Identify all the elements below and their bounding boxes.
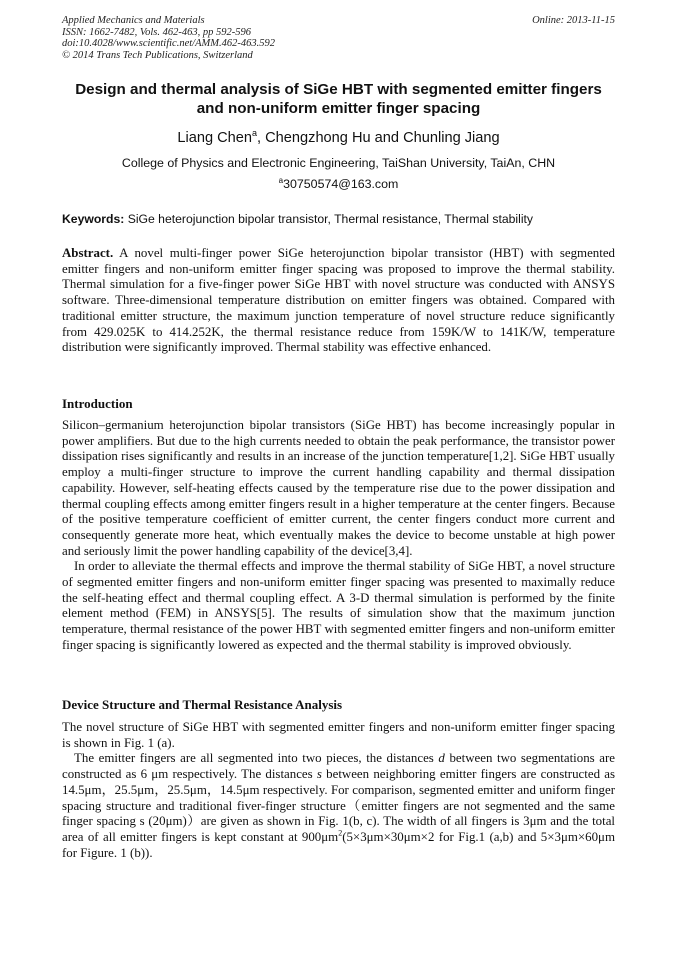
journal-header xyxy=(62,15,615,61)
first-author: Liang Chen xyxy=(177,130,253,146)
doi-line[interactable]: doi:10.4028/www.scientific.net/AMM.462-463.592 xyxy=(62,38,275,50)
abstract-text: A novel multi-finger power SiGe heterojunction bipolar transistor (HBT) with segmented emitter fingers and non-uniform emitter finger spacing was proposed to improve the thermal stability. Thermal simulation for a five-finger power SiGe HBT with novel structure was conducted with ANSYS software. Three-dimensional temperature distribution on emitter fingers was obtained. Compared with traditional emitter structure, the maximum junction temperature of novel structure reduce significantly from 429.025K to 414.252K, the thermal resistance reduce from 159K/W to 141K/W, temperature distribution were significantly improved. Thermal stability was effective enhanced. xyxy=(62,246,615,355)
author-mark: a xyxy=(252,128,258,139)
device-heading: Device Structure and Thermal Resistance Analysis xyxy=(62,697,343,712)
var-s: s xyxy=(316,767,322,782)
var-d: d xyxy=(438,751,445,766)
affiliation: College of Physics and Electronic Engineering, TaiShan University, TaiAn, CHN xyxy=(121,156,556,170)
online-date: Online: 2013-11-15 xyxy=(532,15,615,26)
email-line xyxy=(62,177,615,192)
journal-name: Applied Mechanics and Materials xyxy=(62,15,205,26)
abstract xyxy=(62,246,615,356)
area-exponent: 2 xyxy=(338,828,343,838)
keywords-label: Keywords: xyxy=(62,212,125,226)
intro-paragraph-1: Silicon–germanium heterojunction bipolar transistors (SiGe HBT) has become increasingly popular in power amplifiers. But due to the high currents needed to obtain the peak performance, the transistor power dissipation rises significantly and results in an increase of the junction temperature[1,2]. SiGe HBT usually employ a multi-finger structure to improve the current handling capability and thermal dissipation capability. However, self-heating effects caused by the temperature rise due to the power dissipation and thermal coupling effects among emitter fingers result in a higher temperature at the center fingers. Because of the positive temperature coefficient of emitter current, the center fingers conduct more current and consequently generate more heat, which eventually makes the device to become unstable at high power and seriously limit the power handling capability of the device[3,4]. xyxy=(62,418,615,558)
device-paragraph-1: The novel structure of SiGe HBT with segmented emitter fingers and non-uniform emitter finger spacing is shown in Fig. 1 (a). xyxy=(62,720,615,750)
intro-paragraph-2: In order to alleviate the thermal effects and improve the thermal stability of SiGe HBT, a novel structure of segmented emitter fingers and non-uniform emitter finger spacing was presented to maximally reduce the self-heating effect and thermal coupling effect. A 3-D thermal simulation is performed by the finite element method (FEM) in ANSYS[5]. The results of simulation show that the maximum junction temperature, thermal resistance of the power HBT with segmented emitter fingers and non-uniform emitter finger spacing is significantly lowered as expected and the thermal stability is improved obviously. xyxy=(62,559,615,652)
device-text-c: between neighboring emitter fingers are constructed as 14.5μm，25.5μm，25.5μm，14.5μm respectively. For comparison, segmented emitter and uniform finger spacing structure and traditional fiver-finger structure（emitter fingers are not segmented and the same finger spacing s (20μm)）are given as shown in Fig. 1(b, c). The width of all fingers is 3μm and the total area of all emitter fingers is kept constant at 900μm xyxy=(62,767,615,844)
paper-title: Design and thermal analysis of SiGe HBT with segmented emitter fingers and non-uniform emitter finger spacing xyxy=(75,81,602,117)
copyright-line: © 2014 Trans Tech Publications, Switzerland xyxy=(62,49,253,61)
keywords-text: SiGe heterojunction bipolar transistor, Thermal resistance, Thermal stability xyxy=(124,212,534,226)
abstract-label: Abstract. xyxy=(62,246,114,260)
introduction-body xyxy=(62,418,615,654)
device-paragraph-2 xyxy=(62,751,615,861)
author-line xyxy=(62,129,615,147)
email-address[interactable]: 30750574@163.com xyxy=(283,177,399,191)
keywords xyxy=(62,212,615,227)
issn-line: ISSN: 1662-7482, Vols. 462-463, pp 592-596 xyxy=(62,26,251,38)
device-text-a: The emitter fingers are all segmented into two pieces, the distances xyxy=(74,751,439,766)
introduction-heading: Introduction xyxy=(62,396,133,411)
other-authors: , Chengzhong Hu and Chunling Jiang xyxy=(257,130,500,146)
device-body xyxy=(62,720,615,861)
device-text-d: (5×3μm×30μm×2 for Fig.1 (a,b) and 5×3μm×60μm for Figure. 1 (b)). xyxy=(62,829,615,860)
device-text-b: between two segmentations are constructed as 6 μm respectively. The distances xyxy=(62,751,615,782)
email-mark: a xyxy=(278,175,284,185)
